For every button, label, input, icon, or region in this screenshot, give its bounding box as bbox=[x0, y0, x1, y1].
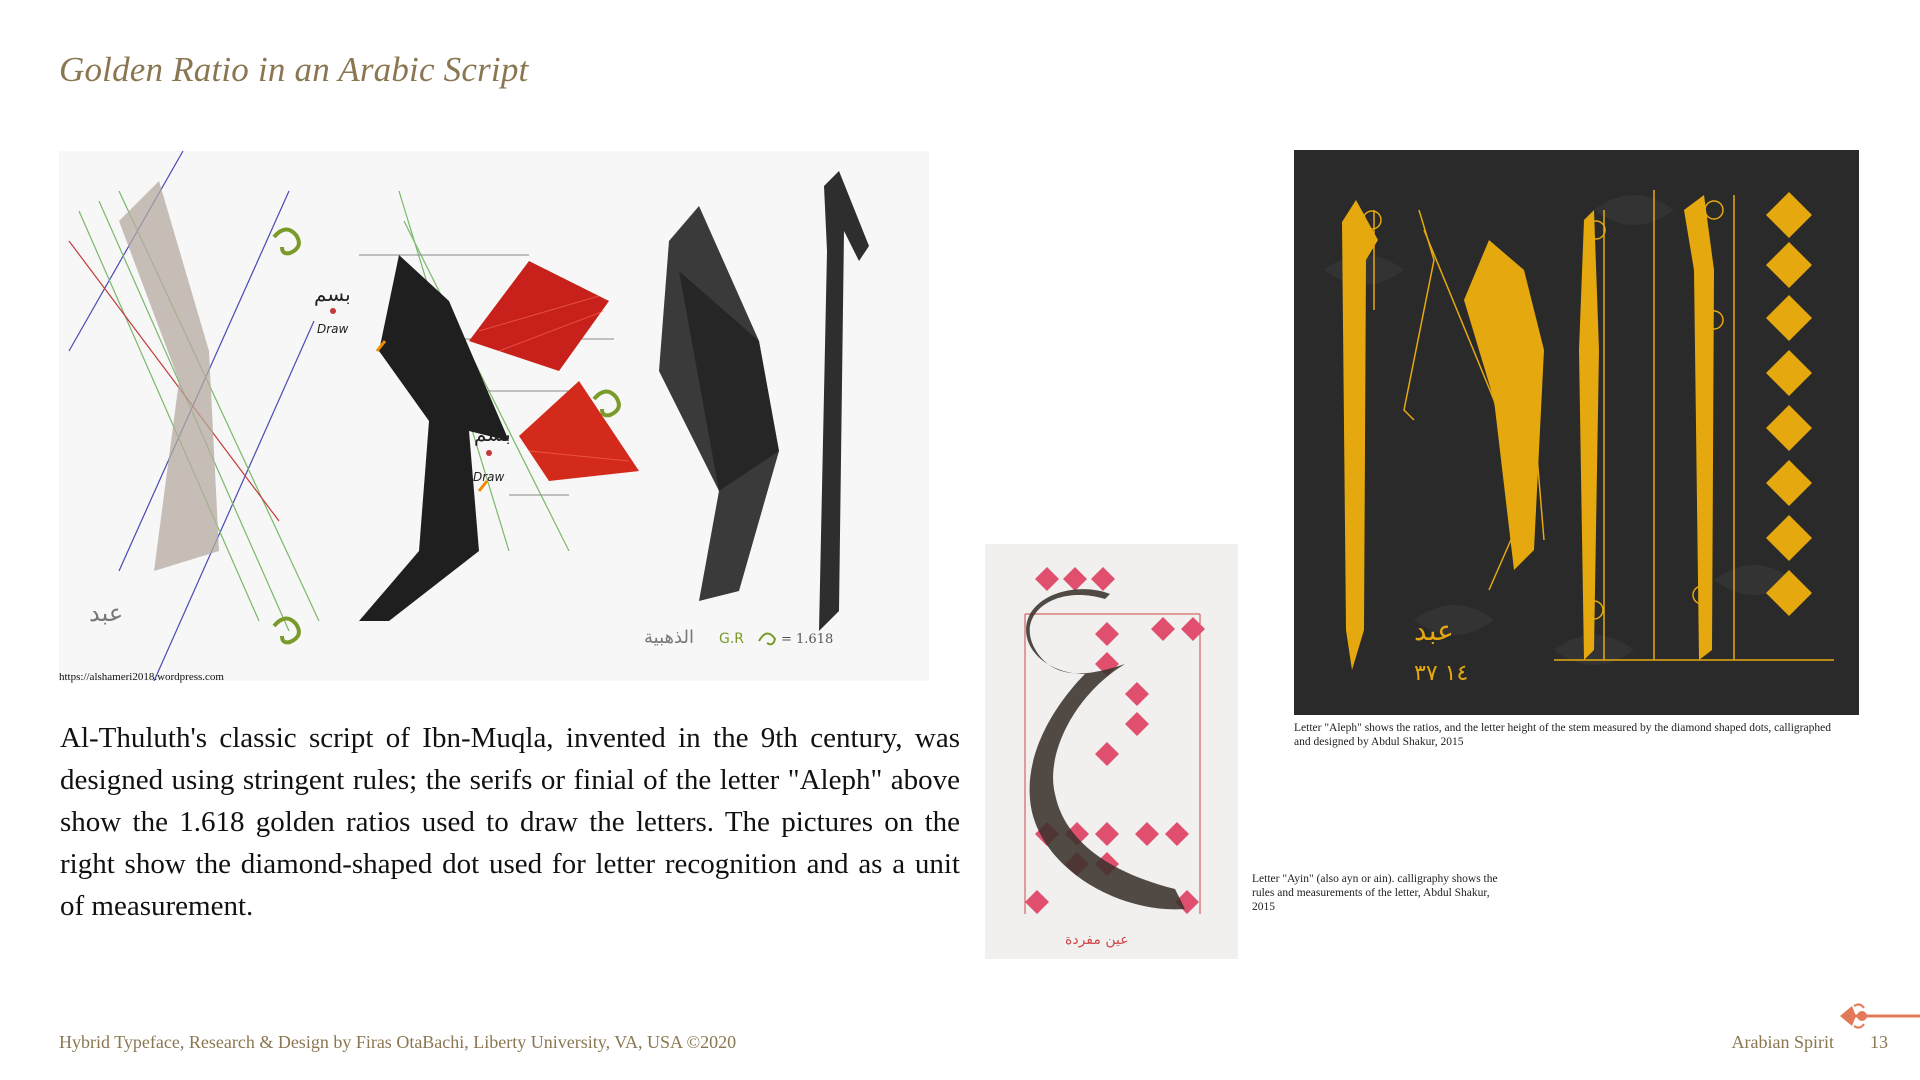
ayin-calligraphy-figure bbox=[985, 544, 1238, 959]
svg-text:الذهبية: الذهبية bbox=[644, 627, 694, 648]
draw-label-2: Draw bbox=[473, 470, 505, 484]
svg-text:بسم: بسم bbox=[474, 422, 511, 446]
gr-value: = 1.618 bbox=[781, 632, 834, 647]
footer-ornament-icon bbox=[1832, 1000, 1920, 1032]
footer-section: Arabian Spirit bbox=[1731, 1032, 1834, 1052]
aleph-gold-figure bbox=[1294, 150, 1859, 715]
svg-text:عين مفردة: عين مفردة bbox=[1065, 932, 1129, 948]
aleph-gold-numerals: ١٤ ٣٧ bbox=[1414, 661, 1469, 686]
footer-right bbox=[1732, 1032, 1888, 1053]
page-number: 13 bbox=[1870, 1032, 1888, 1052]
caption-aleph: Letter "Aleph" shows the ratios, and the letter height of the stem measured by the diamond shaped dots, calligraphed and designed by Abdul Shakur, 2015 bbox=[1294, 722, 1831, 748]
body-paragraph: Al-Thuluth's classic script of Ibn-Muqla, invented in the 9th century, was designed using stringent rules; the serifs or finial of the letter "Aleph" above show the 1.618 golden ratios used to draw the letters. The pictures on the right show the diamond-shaped dot used for letter recognition and as a unit of measurement. bbox=[60, 722, 960, 922]
source-url: https://alshameri2018.wordpress.com bbox=[59, 671, 224, 683]
svg-text:بسم: بسم bbox=[314, 282, 351, 306]
svg-text:عبد: عبد bbox=[89, 599, 124, 627]
caption-ayin: Letter "Ayin" (also ayn or ain). calligraphy shows the rules and measurements of the letter, Abdul Shakur, 2015 bbox=[1252, 873, 1498, 913]
page-title: Golden Ratio in an Arabic Script bbox=[59, 50, 529, 89]
gr-label: G.R bbox=[719, 631, 745, 647]
draw-label-1: Draw bbox=[317, 322, 349, 336]
footer-credit: Hybrid Typeface, Research & Design by Firas OtaBachi, Liberty University, VA, USA ©2020 bbox=[59, 1032, 737, 1052]
svg-text:عبد: عبد bbox=[1414, 614, 1454, 647]
aleph-construction-figure bbox=[59, 151, 929, 681]
